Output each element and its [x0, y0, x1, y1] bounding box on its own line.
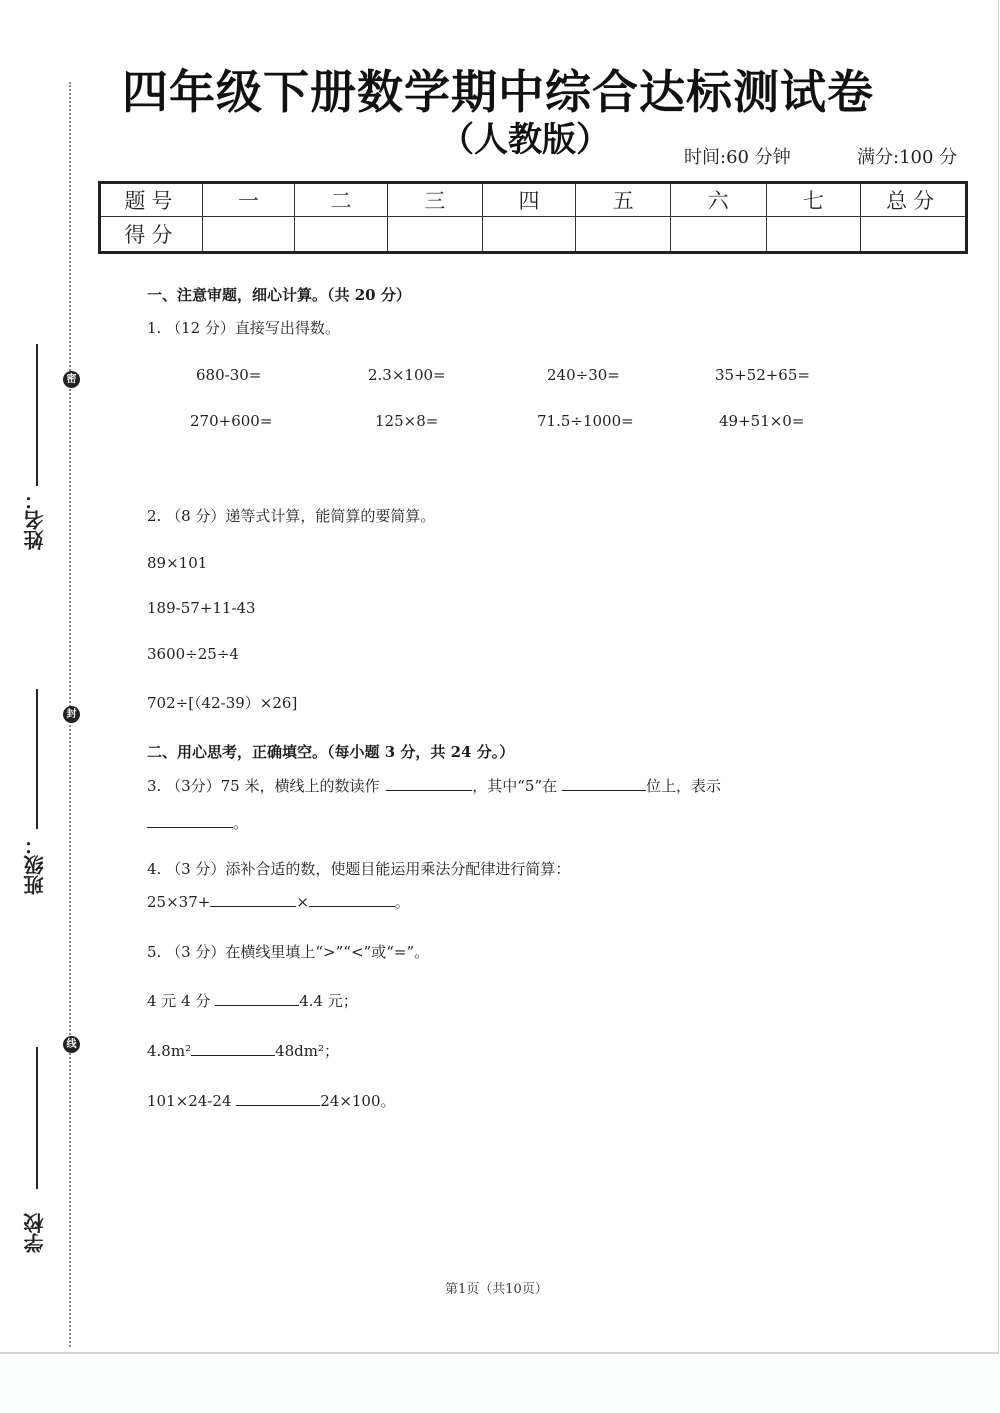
q2-item: 3600÷25÷4 [147, 645, 239, 663]
score-cell[interactable] [766, 217, 861, 253]
q5-right: 48dm²； [275, 1042, 340, 1060]
q2-item: 702÷[（42-39）×26] [147, 694, 298, 712]
class-line[interactable] [36, 689, 38, 829]
column-header: 七 [766, 183, 861, 217]
q4-end: 。 [394, 893, 410, 911]
q2-item: 189-57+11-43 [147, 599, 256, 617]
school-line[interactable] [36, 1047, 38, 1189]
q3-text-1: 3. （3分）75 米，横线上的数读作 [147, 777, 380, 795]
column-header: 三 [388, 183, 483, 217]
seal-mark-mi: 密 [63, 371, 80, 388]
question-1-title: 1. （12 分）直接写出得数。 [147, 319, 340, 337]
column-header: 六 [670, 183, 766, 217]
question-number-label: 题号 [100, 183, 203, 217]
exam-title: 四年级下册数学期中综合达标测试卷 [122, 65, 874, 119]
q5-left: 4 元 4 分 [147, 992, 211, 1010]
q5-left: 4.8m² [147, 1042, 192, 1060]
column-header: 四 [482, 183, 576, 217]
column-header-total: 总分 [861, 183, 967, 217]
q1-item: 35+52+65= [715, 366, 810, 384]
q5-left: 101×24-24 [147, 1092, 232, 1110]
q1-item: 71.5÷1000= [537, 412, 634, 430]
q4-blank-1[interactable] [210, 892, 296, 907]
score-cell-total[interactable] [861, 217, 967, 253]
question-4-title: 4. （3 分）添补合适的数，使题目能运用乘法分配律进行简算： [147, 860, 571, 878]
score-cell[interactable] [482, 217, 576, 253]
seal-mark-xian: 线 [63, 1036, 80, 1053]
score-table [98, 181, 968, 254]
score-cell[interactable] [670, 217, 766, 253]
question-5-title: 5. （3 分）在横线里填上“>”“<”或“=”。 [147, 943, 430, 961]
score-label: 得分 [100, 217, 203, 253]
section1-heading: 一、注意审题，细心计算。（共 20 分） [147, 286, 411, 304]
column-header: 五 [576, 183, 671, 217]
name-line[interactable] [36, 344, 38, 486]
exam-subtitle: （人教版） [440, 120, 610, 160]
question-3-line2 [147, 812, 248, 833]
score-cell[interactable] [295, 217, 388, 253]
q3-end: 。 [233, 814, 249, 832]
score-table-score-row [100, 217, 967, 253]
q3-blank-meaning[interactable] [147, 813, 233, 828]
q3-blank-place[interactable] [562, 776, 646, 791]
q1-item: 240÷30= [547, 366, 620, 384]
q5-item [147, 1040, 339, 1061]
q1-item: 49+51×0= [719, 412, 805, 430]
q5-item [147, 990, 358, 1011]
q1-item: 270+600= [190, 412, 273, 430]
q4-blank-2[interactable] [309, 892, 395, 907]
seal-mark-feng: 封 [63, 706, 80, 723]
q5-blank[interactable] [191, 1041, 275, 1056]
q4-expr-start: 25×37+ [147, 893, 211, 911]
section2-heading: 二、用心思考，正确填空。（每小题 3 分，共 24 分。） [147, 743, 515, 761]
school-label: 学校 [23, 1213, 47, 1253]
score-table-header-row [100, 183, 967, 217]
q5-item [147, 1090, 396, 1111]
score-cell[interactable] [202, 217, 295, 253]
class-label: 班级： [23, 835, 47, 895]
q3-blank-reading[interactable] [386, 776, 472, 791]
q1-item: 2.3×100= [368, 366, 446, 384]
exam-time: 时间:60 分钟 [684, 147, 791, 168]
q1-item: 680-30= [196, 366, 262, 384]
q2-item: 89×101 [147, 554, 208, 572]
exam-full-score: 满分:100 分 [857, 147, 958, 168]
column-header: 二 [295, 183, 388, 217]
page-number: 第1页（共10页） [445, 1282, 548, 1297]
question-4-expression [147, 891, 410, 912]
q5-blank[interactable] [215, 991, 299, 1006]
q5-blank[interactable] [236, 1091, 320, 1106]
column-header: 一 [202, 183, 295, 217]
score-cell[interactable] [388, 217, 483, 253]
score-cell[interactable] [576, 217, 671, 253]
question-2-title: 2. （8 分）递等式计算，能简算的要简算。 [147, 507, 436, 525]
q4-times: × [296, 893, 309, 911]
q5-right: 24×100。 [320, 1092, 396, 1110]
question-3 [147, 775, 721, 796]
q1-item: 125×8= [375, 412, 439, 430]
q3-text-3: 位上，表示 [645, 777, 721, 795]
q5-right: 4.4 元； [299, 992, 358, 1010]
name-label: 姓名： [23, 490, 47, 550]
q3-text-2: ，其中“5”在 [472, 777, 558, 795]
